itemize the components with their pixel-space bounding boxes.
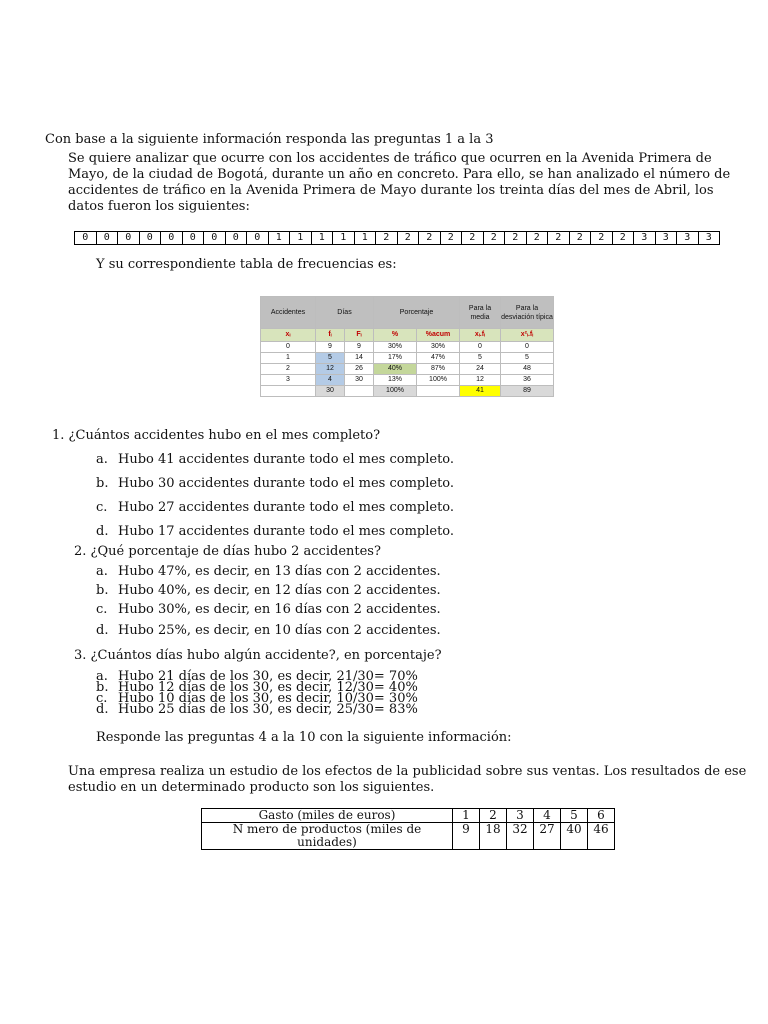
table-cell: 30%	[417, 342, 460, 353]
table-cell: 9	[316, 342, 345, 353]
data-value-cell: 3	[634, 232, 656, 245]
table-cell: 12	[316, 364, 345, 375]
subheader-cell: xᵢ.fᵢ	[460, 329, 501, 342]
data-value-cell: 2	[548, 232, 570, 245]
question-1	[52, 428, 380, 444]
totals-cell: 41	[460, 386, 501, 397]
data-value-cell: 2	[419, 232, 441, 245]
data-value-cell: 1	[354, 232, 376, 245]
data-value-cell: 2	[462, 232, 484, 245]
q2-option-d	[96, 623, 441, 639]
data-value-cell: 0	[204, 232, 226, 245]
option-letter: c.	[96, 691, 108, 706]
option-text: Hubo 25%, es decir, en 10 días con 2 accidentes.	[118, 623, 441, 638]
q2-option-c	[96, 602, 441, 618]
table-cell: 5	[316, 353, 345, 364]
table-cell: 1	[261, 353, 316, 364]
option-letter: a.	[96, 452, 108, 467]
gasto-value: 3	[507, 809, 534, 823]
data-value-cell: 2	[440, 232, 462, 245]
data-value-cell: 2	[376, 232, 398, 245]
table-cell: 3	[261, 375, 316, 386]
option-letter: d.	[96, 623, 109, 638]
gasto-value: 1	[453, 809, 480, 823]
option-letter: a.	[96, 564, 108, 579]
q2-option-a	[96, 564, 441, 580]
subheader-cell: Fᵢ	[345, 329, 374, 342]
table-row	[261, 364, 554, 375]
subheader-cell: %acum	[417, 329, 460, 342]
table-cell: 12	[460, 375, 501, 386]
data-value-cell: 2	[483, 232, 505, 245]
data-value-cell: 0	[139, 232, 161, 245]
table-cell: 0	[261, 342, 316, 353]
table-cell: 100%	[417, 375, 460, 386]
intro-text: Con base a la siguiente información responda las preguntas 1 a la 3	[45, 132, 494, 147]
productos-value: 18	[480, 823, 507, 850]
option-text: Hubo 30 accidentes durante todo el mes completo.	[118, 476, 455, 491]
subheader-cell: xᵢ	[261, 329, 316, 342]
productos-value: 46	[588, 823, 615, 850]
table-cell: 47%	[417, 353, 460, 364]
table-cell: 30	[345, 375, 374, 386]
totals-cell	[417, 386, 460, 397]
option-letter: c.	[96, 500, 108, 515]
table-cell: 5	[460, 353, 501, 364]
paragraph-accidents: Se quiere analizar que ocurre con los accidentes de tráfico que ocurren en la Avenida Primera de Mayo, de la ciudad de Bogotá, durante un año en concreto. Para ello, se han analizado el número de accidentes de tráfico en la Avenida Primera de Mayo durante los treinta días del mes de Abril, los datos fueron los siguientes:	[68, 151, 731, 214]
q2-option-b	[96, 583, 441, 599]
table-cell: 5	[501, 353, 554, 364]
table-cell: 48	[501, 364, 554, 375]
data-value-cell: 3	[698, 232, 720, 245]
data-value-cell: 2	[569, 232, 591, 245]
data-value-cell: 0	[182, 232, 204, 245]
option-text: Hubo 30%, es decir, en 16 días con 2 accidentes.	[118, 602, 441, 617]
intro-questions-4-10: Responde las preguntas 4 a la 10 con la siguiente información:	[96, 730, 512, 745]
data-value-cell: 0	[118, 232, 140, 245]
q3-option-d	[96, 702, 418, 717]
data-value-cell: 0	[96, 232, 118, 245]
table-cell: 0	[460, 342, 501, 353]
paragraph-empresa: Una empresa realiza un estudio de los efectos de la publicidad sobre sus ventas. Los resultados de ese estudio en un determinado producto son los siguientes.	[68, 764, 747, 795]
option-letter: b.	[96, 476, 109, 491]
header-porcentaje: Porcentaje	[374, 297, 460, 329]
table-cell: 13%	[374, 375, 417, 386]
table-row	[261, 375, 554, 386]
productos-value: 40	[561, 823, 588, 850]
header-desviacion: Para la desviación típica	[501, 297, 554, 329]
gasto-value: 5	[561, 809, 588, 823]
data-value-cell: 1	[290, 232, 312, 245]
table-cell: 14	[345, 353, 374, 364]
data-value-cell: 2	[505, 232, 527, 245]
option-text: Hubo 25 días de los 30, es decir, 25/30= 83%	[118, 702, 418, 717]
question-number: 2.	[74, 544, 87, 559]
question-number: 3.	[74, 648, 87, 663]
subheader-cell: fᵢ	[316, 329, 345, 342]
question-text: ¿Qué porcentaje de días hubo 2 accidentes?	[90, 544, 381, 559]
data-value-cell: 0	[75, 232, 97, 245]
question-number: 1.	[52, 428, 65, 443]
option-letter: c.	[96, 602, 108, 617]
table-cell: 17%	[374, 353, 417, 364]
totals-cell: 100%	[374, 386, 417, 397]
q1-option-b	[96, 476, 454, 492]
table-cell: 9	[345, 342, 374, 353]
table-cell: 87%	[417, 364, 460, 375]
table-cell: 2	[261, 364, 316, 375]
data-value-cell: 2	[397, 232, 419, 245]
table-cell: 26	[345, 364, 374, 375]
table-cell: 40%	[374, 364, 417, 375]
data-value-cell: 3	[655, 232, 677, 245]
subheader-cell: x²ᵢ.fᵢ	[501, 329, 554, 342]
option-letter: d.	[96, 524, 109, 539]
option-text: Hubo 47%, es decir, en 13 días con 2 accidentes.	[118, 564, 441, 579]
table-cell: 36	[501, 375, 554, 386]
option-text: Hubo 12 días de los 30, es decir, 12/30= 40%	[118, 680, 418, 695]
header-media: Para la media	[460, 297, 501, 329]
gasto-value: 4	[534, 809, 561, 823]
header-dias: Días	[316, 297, 374, 329]
table-row	[261, 353, 554, 364]
gasto-label: Gasto (miles de euros)	[202, 809, 453, 823]
option-letter: a.	[96, 669, 108, 684]
header-accidentes: Accidentes	[261, 297, 316, 329]
option-text: Hubo 27 accidentes durante todo el mes completo.	[118, 500, 455, 515]
data-value-cell: 0	[225, 232, 247, 245]
totals-cell	[345, 386, 374, 397]
data-value-cell: 1	[311, 232, 333, 245]
table-cell: 30%	[374, 342, 417, 353]
option-text: Hubo 21 días de los 30, es decir, 21/30= 70%	[118, 669, 418, 684]
productos-value: 9	[453, 823, 480, 850]
gasto-value: 2	[480, 809, 507, 823]
data-value-cell: 1	[333, 232, 355, 245]
question-text: ¿Cuántos accidentes hubo en el mes completo?	[68, 428, 381, 443]
table-cell: 24	[460, 364, 501, 375]
data-value-cell: 2	[612, 232, 634, 245]
table-cell: 4	[316, 375, 345, 386]
data-value-cell: 1	[268, 232, 290, 245]
data-value-cell: 3	[677, 232, 699, 245]
productos-label: N mero de productos (miles de unidades)	[202, 823, 453, 850]
totals-cell	[261, 386, 316, 397]
question-3	[74, 648, 442, 664]
q1-option-a	[96, 452, 454, 468]
option-text: Hubo 41 accidentes durante todo el mes completo.	[118, 452, 455, 467]
gasto-value: 6	[588, 809, 615, 823]
option-letter: b.	[96, 680, 109, 695]
q1-option-d	[96, 524, 454, 540]
data-values-row	[74, 231, 720, 245]
freq-table-intro: Y su correspondiente tabla de frecuencias es:	[96, 257, 397, 272]
question-2	[74, 544, 381, 560]
option-letter: d.	[96, 702, 109, 717]
option-text: Hubo 40%, es decir, en 12 días con 2 accidentes.	[118, 583, 441, 598]
totals-cell: 30	[316, 386, 345, 397]
q1-option-c	[96, 500, 454, 516]
subheader-cell: %	[374, 329, 417, 342]
data-value-cell: 0	[161, 232, 183, 245]
data-value-cell: 0	[247, 232, 269, 245]
productos-value: 27	[534, 823, 561, 850]
frequency-table	[260, 296, 554, 397]
table-cell: 0	[501, 342, 554, 353]
totals-row	[261, 386, 554, 397]
table-row	[261, 342, 554, 353]
data-value-cell: 2	[591, 232, 613, 245]
gasto-table	[201, 808, 615, 850]
question-text: ¿Cuántos días hubo algún accidente?, en porcentaje?	[90, 648, 442, 663]
totals-cell: 89	[501, 386, 554, 397]
option-text: Hubo 17 accidentes durante todo el mes completo.	[118, 524, 455, 539]
data-value-cell: 2	[526, 232, 548, 245]
productos-value: 32	[507, 823, 534, 850]
option-letter: b.	[96, 583, 109, 598]
option-text: Hubo 10 días de los 30, es decir, 10/30= 30%	[118, 691, 418, 706]
